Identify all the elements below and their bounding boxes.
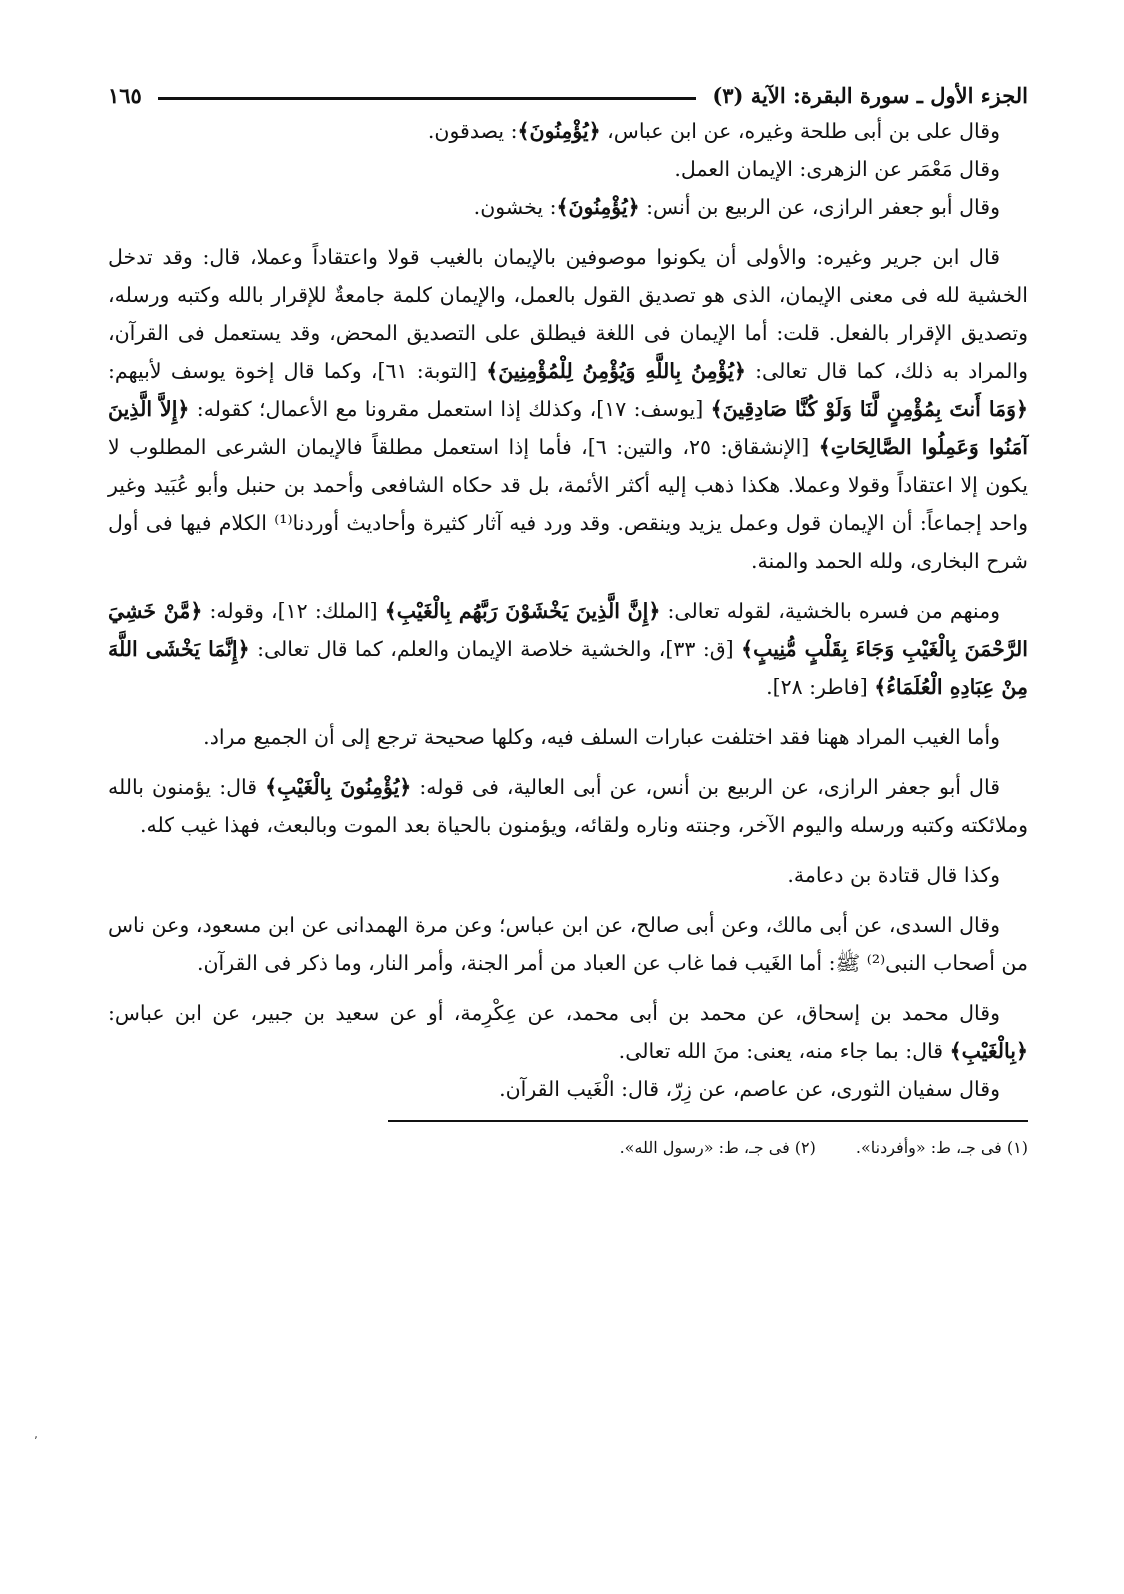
paragraph	[108, 238, 1028, 580]
header-title: الجزء الأول ـ سورة البقرة: الآية (٣)	[712, 82, 1028, 108]
paragraph-text: : يصدقون.	[427, 119, 518, 143]
paragraph	[108, 768, 1028, 844]
paragraph	[108, 1070, 1028, 1108]
paragraph-text: [ق: ٣٣]، والخشية خلاصة الإيمان والعلم، كما قال تعالى:	[249, 637, 742, 661]
quran-verse: ﴿يُؤْمِنُونَ﴾	[517, 119, 601, 143]
paragraph-text: قال أبو جعفر الرازى، عن الربيع بن أنس، عن أبى العالية، فى قوله:	[411, 775, 1000, 799]
paragraph-text: [يوسف: ١٧]، وكذلك إذا استعمل مقرونا مع الأعمال؛ كقوله:	[189, 397, 711, 421]
book-page	[108, 78, 1028, 1160]
footnote-divider	[388, 1120, 1028, 1122]
quran-verse: ﴿إِنَّمَا يَخْشَى اللَّهَ مِنْ عِبَادِهِ الْعُلَمَاءُ﴾	[108, 637, 1028, 699]
paragraph-text: قال: بما جاء منه، يعنى: منَ الله تعالى.	[618, 1039, 950, 1063]
quran-verse: ﴿مَّنْ خَشِيَ الرَّحْمَنَ بِالْغَيْبِ وَجَاءَ بِقَلْبٍ مُّنِيبٍ﴾	[108, 599, 1028, 661]
footnote-1: (١) فى جـ، ط: «وأفردنا».	[855, 1138, 1028, 1157]
paragraph-text: وقال أبو جعفر الرازى، عن الربيع بن أنس:	[639, 195, 1000, 219]
quran-verse: ﴿إِلاَّ الَّذِينَ آمَنُوا وَعَمِلُوا الصَّالِحَاتِ﴾	[108, 397, 1029, 459]
paragraph-text: : يخشون.	[473, 195, 557, 219]
paragraph-text: قال ابن جرير وغيره: والأولى أن يكونوا موصوفين بالإيمان بالغيب قولا واعتقاداً وعملا، قال: وقد تدخل الخشية لله فى معنى الإيمان، الذى هو تصديق القول بالعمل، والإيمان كلمة جامعةٌ للإقرار بالله وكتبه ورسله، وتصديق الإقرار بالفعل. قلت: أما الإيمان فى اللغة فيطلق على التصديق المحض، وقد يستعمل فى القرآن، والمراد به ذلك، كما قال تعالى:	[108, 245, 1028, 383]
quran-verse: ﴿يُؤْمِنُونَ﴾	[556, 195, 640, 219]
paragraph-text: قال: يؤمنون بالله وملائكته وكتبه ورسله واليوم الآخر، وجنته وناره ولقائه، ويؤمنون بالحياة بعد الموت وبالبعث، فهذا غيب كله.	[108, 775, 1028, 837]
paragraph-text: وقال سفيان الثورى، عن عاصم، عن زِرّ، قال: الْغَيب القرآن.	[499, 1077, 1000, 1101]
paragraph-text: وأما الغيب المراد ههنا فقد اختلفت عبارات السلف فيه، وكلها صحيحة ترجع إلى أن الجميع مراد.	[203, 725, 1000, 749]
quran-verse: ﴿يُؤْمِنُ بِاللَّهِ وَيُؤْمِنُ لِلْمُؤْمِنِينَ﴾	[486, 359, 746, 383]
margin-mark: ٬	[34, 1434, 38, 1448]
page-number: ١٦٥	[108, 82, 142, 108]
paragraph-text: ومنهم من فسره بالخشية، لقوله تعالى:	[660, 599, 1000, 623]
paragraph	[108, 112, 1028, 150]
paragraph-text: [التوبة: ٦١]، وكما قال إخوة يوسف لأبيهم:	[108, 359, 487, 383]
paragraph	[108, 150, 1028, 188]
footnote-2: (٢) فى جـ، ط: «رسول الله».	[619, 1138, 816, 1157]
paragraph-text: وكذا قال قتادة بن دعامة.	[787, 863, 1000, 887]
paragraph	[108, 718, 1028, 756]
paragraph-text: وقال مَعْمَر عن الزهرى: الإيمان العمل.	[674, 157, 1000, 181]
paragraph	[108, 856, 1028, 894]
paragraph-text: وقال السدى، عن أبى مالك، وعن أبى صالح، عن ابن عباس؛ وعن مرة الهمدانى عن ابن مسعود، وعن ناس من أصحاب النبى⁽²⁾ ﷺ: أما الغَيب فما غاب عن العباد من أمر الجنة، وأمر النار، وما ذكر فى القرآن.	[108, 913, 1028, 975]
quran-verse: ﴿يُؤْمِنُونَ بِالْغَيْبِ﴾	[265, 775, 412, 799]
running-header	[108, 78, 1028, 112]
paragraph	[108, 994, 1028, 1070]
paragraph-text: وقال على بن أبى طلحة وغيره، عن ابن عباس،	[600, 119, 1000, 143]
paragraph-text: وقال محمد بن إسحاق، عن محمد بن أبى محمد، عن عِكْرِمة، أو عن سعيد بن جبير، عن ابن عباس:	[108, 1001, 1000, 1025]
paragraph	[108, 188, 1028, 226]
paragraph-text: [الملك: ١٢]، وقوله:	[202, 599, 385, 623]
footnotes	[108, 1136, 1028, 1160]
header-rule	[158, 97, 696, 100]
quran-verse: ﴿وَمَا أَنتَ بِمُؤْمِنٍ لَّنَا وَلَوْ كُنَّا صَادِقِينَ﴾	[710, 397, 1028, 421]
paragraph	[108, 906, 1028, 982]
paragraph-text: [الإنشقاق: ٢٥، والتين: ٦]، فأما إذا استعمل مطلقاً فالإيمان الشرعى المطلوب لا يكون إلا اعتقاداً وقولا وعملا. هكذا ذهب إليه أكثر الأئمة، بل قد حكاه الشافعى وأحمد بن حنبل وأبو عُبَيد وغير واحد إجماعاً: أن الإيمان قول وعمل يزيد وينقص. وقد ورد فيه آثار كثيرة وأحاديث أوردنا⁽¹⁾ الكلام فيها فى أول شرح البخارى، ولله الحمد والمنة.	[108, 435, 1028, 573]
quran-verse: ﴿إِنَّ الَّذِينَ يَخْشَوْنَ رَبَّهُم بِالْغَيْبِ﴾	[384, 599, 661, 623]
body-text	[108, 112, 1028, 1108]
quran-verse: ﴿بِالْغَيْبِ﴾	[949, 1039, 1028, 1063]
paragraph-text: [فاطر: ٢٨].	[766, 675, 875, 699]
paragraph	[108, 592, 1028, 706]
